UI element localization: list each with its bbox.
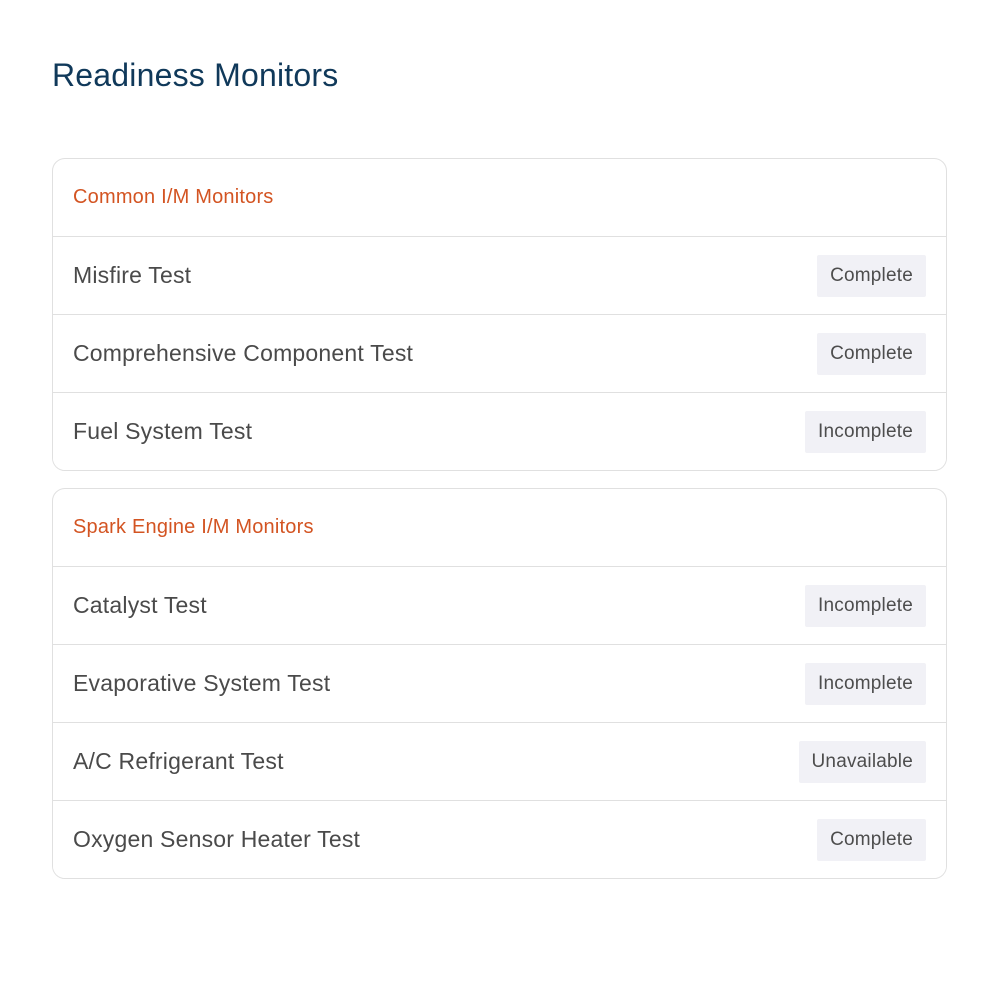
status-badge: Incomplete (805, 411, 926, 453)
status-badge: Complete (817, 255, 926, 297)
card-rows (53, 237, 946, 470)
status-badge: Incomplete (805, 663, 926, 705)
monitor-label: Comprehensive Component Test (73, 340, 414, 366)
monitor-row (53, 237, 946, 315)
section-header-label: Common I/M Monitors (73, 186, 274, 208)
monitor-label: Oxygen Sensor Heater Test (73, 826, 361, 852)
monitor-label: A/C Refrigerant Test (73, 748, 284, 774)
monitor-row (53, 567, 946, 645)
monitor-row (53, 801, 946, 878)
monitor-row (53, 723, 946, 801)
monitor-label: Catalyst Test (73, 592, 207, 618)
status-badge: Incomplete (805, 585, 926, 627)
status-badge: Complete (817, 819, 926, 861)
monitor-cards (52, 158, 947, 879)
monitor-card (52, 488, 947, 879)
section-header-label: Spark Engine I/M Monitors (73, 516, 314, 538)
monitor-label: Evaporative System Test (73, 670, 331, 696)
status-badge: Complete (817, 333, 926, 375)
monitor-label: Fuel System Test (73, 418, 253, 444)
monitor-row (53, 393, 946, 470)
status-badge: Unavailable (799, 741, 927, 783)
section-header (53, 489, 946, 567)
monitor-card (52, 158, 947, 471)
section-header (53, 159, 946, 237)
card-rows (53, 567, 946, 878)
monitor-row (53, 645, 946, 723)
monitor-label: Misfire Test (73, 262, 192, 288)
page-title: Readiness Monitors (52, 57, 339, 93)
monitor-row (53, 315, 946, 393)
